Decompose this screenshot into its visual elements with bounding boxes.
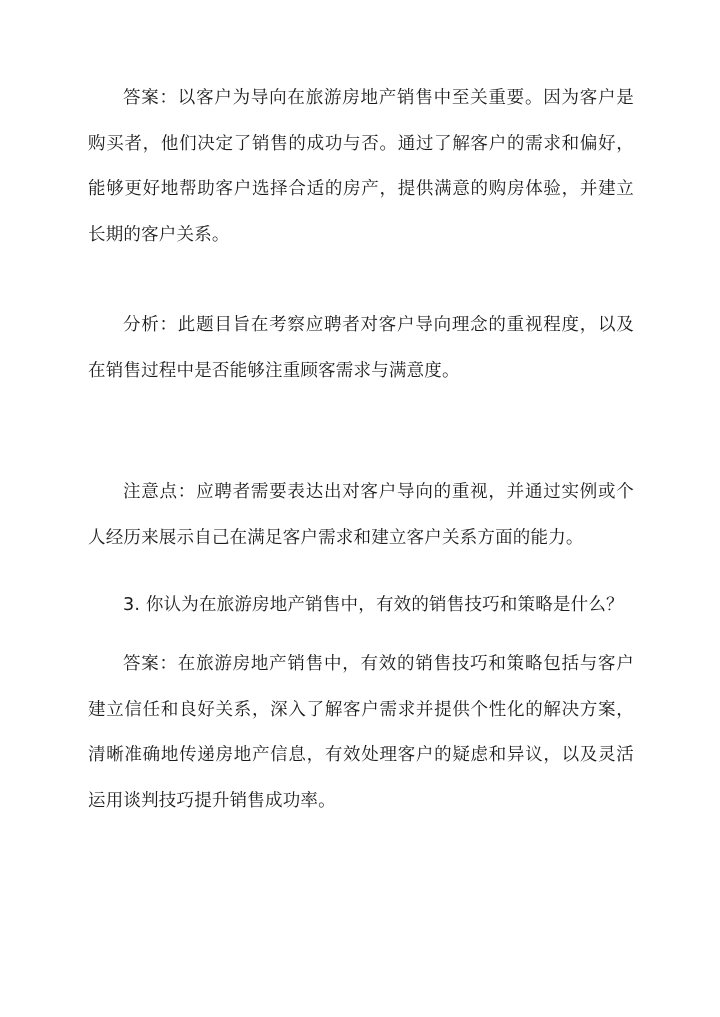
answer-paragraph-1: 答案：以客户为导向在旅游房地产销售中至关重要。因为客户是购买者，他们决定了销售的成功与否。通过了解客户的需求和偏好，能够更好地帮助客户选择合适的房产，提供满意的购房体验，并建立长期的客户关系。 xyxy=(88,88,634,245)
note-paragraph: 注意点：应聘者需要表达出对客户导向的重视，并通过实例或个人经历来展示自己在满足客户需求和建立客户关系方面的能力。 xyxy=(88,482,634,548)
analysis-paragraph: 分析：此题目旨在考察应聘者对客户导向理念的重视程度，以及在销售过程中是否能够注重顾客需求与满意度。 xyxy=(88,315,634,381)
answer-paragraph-3: 答案：在旅游房地产销售中，有效的销售技巧和策略包括与客户建立信任和良好关系，深入了解客户需求并提供个性化的解决方案，清晰准确地传递房地产信息，有效处理客户的疑虑和异议，以及灵活运用谈判技巧提升销售成功率。 xyxy=(88,654,634,811)
question-3-heading: 3. 你认为在旅游房地产销售中，有效的销售技巧和策略是什么？ xyxy=(123,595,624,615)
